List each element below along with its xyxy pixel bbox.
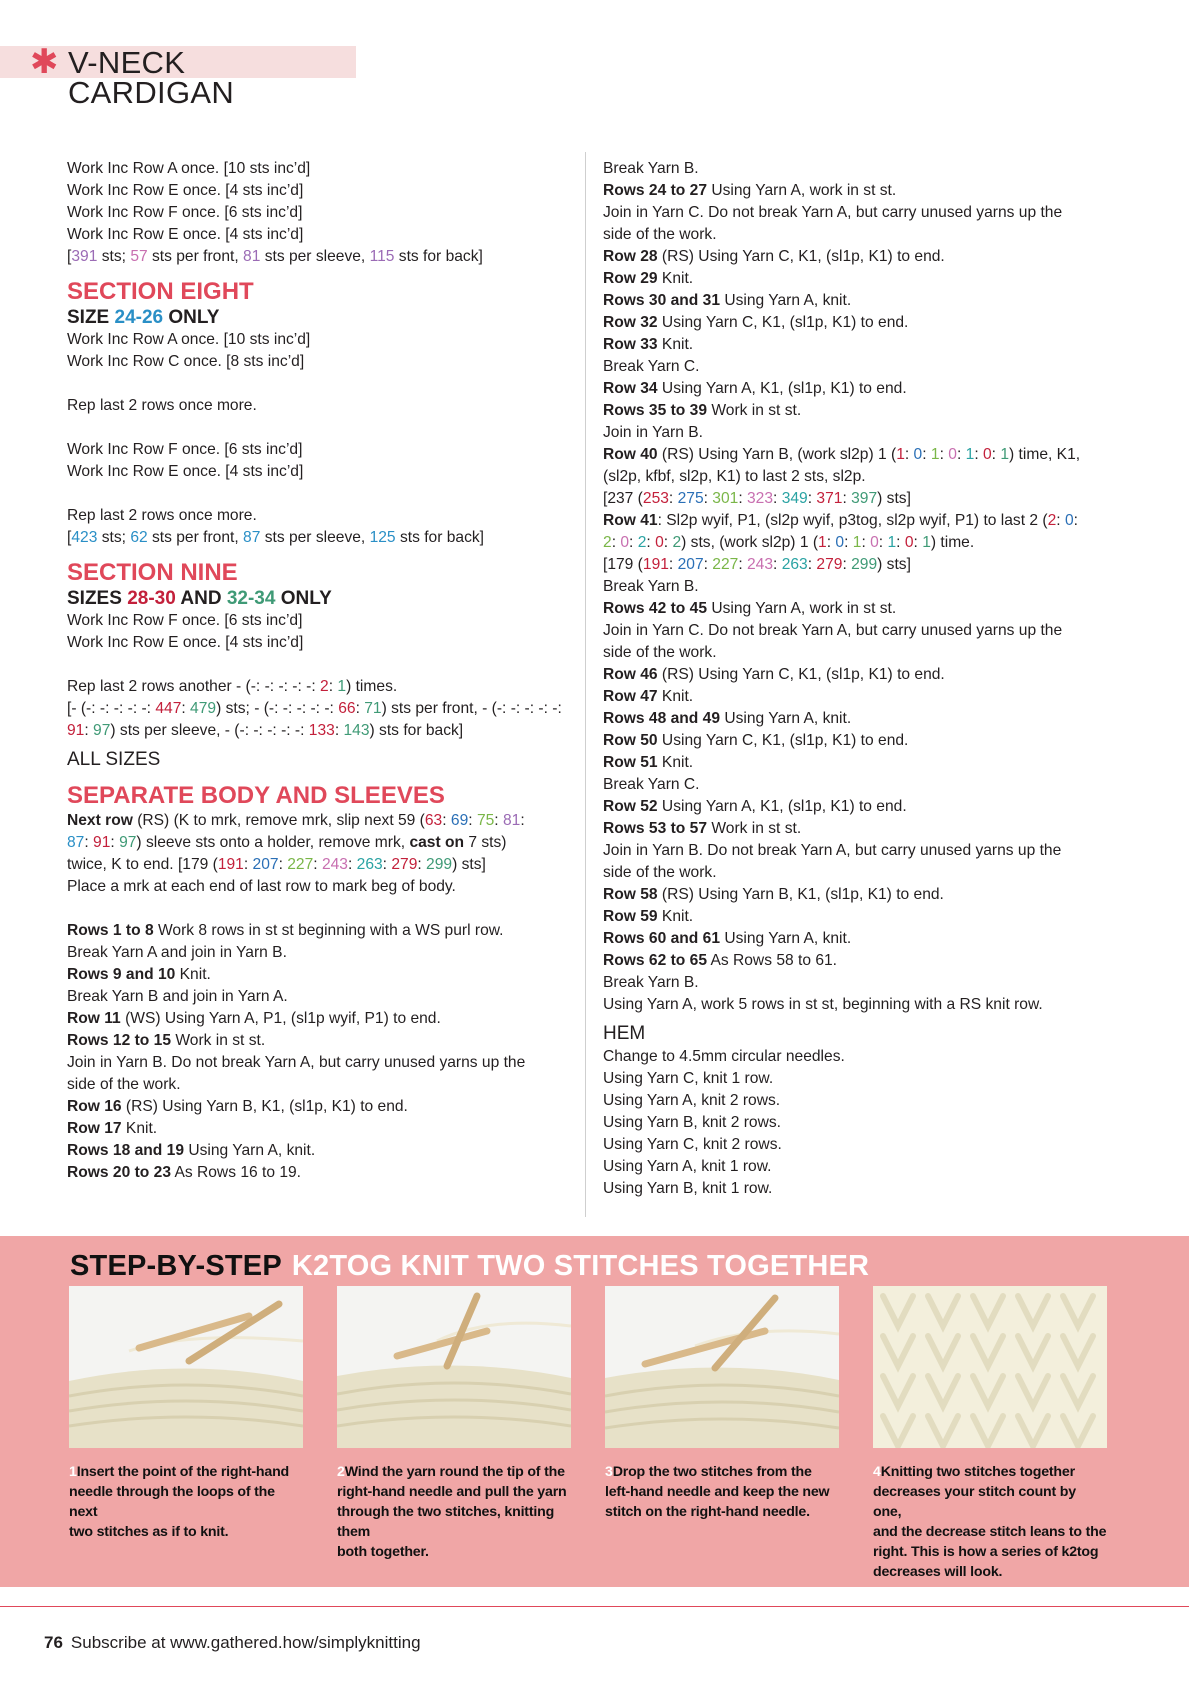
stitch-totals: [- (-: -: -: -: -: 447: 479) sts; - (-: -: -: -: -: 66: 71) sts per front, - (-: -: -: -: -:: [67, 700, 562, 717]
text-line: Join in Yarn C. Do not break Yarn A, but carry unused yarns up the: [603, 622, 1063, 639]
text-line: Row 52 Using Yarn A, K1, (sl1p, K1) to end.: [603, 798, 907, 815]
text-line: Work Inc Row E once. [4 sts inc’d]: [67, 463, 304, 480]
text-line: 2: 0: 2: 0: 2) sts, (work sl2p) 1 (1: 0: 1: 0: 1: 0: 1) time.: [603, 534, 975, 551]
text-line: Rows 35 to 39 Work in st st.: [603, 402, 802, 419]
section-heading: SECTION EIGHT: [67, 278, 254, 305]
step-caption-4: 4Knitting two stitches together decreases your stitch count by one, and the decrease stitch leans to the right. This is how a series of k2tog decreases will look.: [873, 1464, 1107, 1580]
section-heading: SEPARATE BODY AND SLEEVES: [67, 782, 445, 809]
text-line: Rep last 2 rows once more.: [67, 507, 257, 524]
text-line: Change to 4.5mm circular needles.: [603, 1048, 845, 1065]
text-line: Join in Yarn C. Do not break Yarn A, but carry unused yarns up the: [603, 204, 1063, 221]
text-line: Rows 60 and 61 Using Yarn A, knit.: [603, 930, 852, 947]
step-photo-3: [605, 1286, 839, 1448]
text-line: Rows 30 and 31 Using Yarn A, knit.: [603, 292, 852, 309]
text-line: Rep last 2 rows once more.: [67, 397, 257, 414]
stitch-totals: [179 (191: 207: 227: 243: 263: 279: 299) sts]: [603, 556, 911, 573]
text-line: Place a mrk at each end of last row to mark beg of body.: [67, 878, 456, 895]
text-line: side of the work.: [603, 864, 717, 881]
left-column: [67, 158, 577, 1184]
step-caption-2: 2Wind the yarn round the tip of the right-hand needle and pull the yarn through the two stitches, knitting them both together.: [337, 1464, 567, 1560]
stitch-totals: [391 sts; 57 sts per front, 81 sts per sleeve, 115 sts for back]: [67, 248, 483, 265]
column-divider: [585, 152, 586, 1217]
text-line: side of the work.: [67, 1076, 181, 1093]
page-number: 76: [44, 1633, 63, 1652]
text-line: Using Yarn A, work 5 rows in st st, beginning with a RS knit row.: [603, 996, 1043, 1013]
text-line: Join in Yarn B. Do not break Yarn A, but carry unused yarns up the: [603, 842, 1062, 859]
text-line: Work Inc Row F once. [6 sts inc’d]: [67, 441, 303, 458]
text-line: Break Yarn B and join in Yarn A.: [67, 988, 288, 1005]
text-line: Work Inc Row A once. [10 sts inc’d]: [67, 331, 311, 348]
text-line: Using Yarn A, knit 1 row.: [603, 1158, 772, 1175]
text-line: Row 17 Knit.: [67, 1120, 158, 1137]
step-caption-3: 3Drop the two stitches from the left-hand needle and keep the new stitch on the right-hand needle.: [605, 1464, 830, 1520]
text-line: Row 34 Using Yarn A, K1, (sl1p, K1) to end.: [603, 380, 907, 397]
text-line: Row 16 (RS) Using Yarn B, K1, (sl1p, K1) to end.: [67, 1098, 408, 1115]
text-line: (sl2p, kfbf, sl2p, K1) to last 2 sts, sl2p.: [603, 468, 866, 485]
text-line: twice, K to end. [179 (191: 207: 227: 243: 263: 279: 299) sts]: [67, 856, 486, 873]
text-line: Break Yarn C.: [603, 358, 700, 375]
text-line: side of the work.: [603, 644, 717, 661]
text-line: Next row (RS) (K to mrk, remove mrk, slip next 59 (63: 69: 75: 81:: [67, 812, 525, 829]
text-line: Work Inc Row E once. [4 sts inc’d]: [67, 634, 304, 651]
footer-rule: [0, 1606, 1189, 1607]
text-line: Row 58 (RS) Using Yarn B, K1, (sl1p, K1) to end.: [603, 886, 944, 903]
text-line: Work Inc Row E once. [4 sts inc’d]: [67, 182, 304, 199]
text-line: Rows 24 to 27 Using Yarn A, work in st st.: [603, 182, 897, 199]
hem-heading: HEM: [603, 1023, 646, 1044]
text-line: Row 51 Knit.: [603, 754, 694, 771]
text-line: Row 32 Using Yarn C, K1, (sl1p, K1) to end.: [603, 314, 909, 331]
section-heading: SECTION NINE: [67, 559, 238, 586]
text-line: Row 28 (RS) Using Yarn C, K1, (sl1p, K1) to end.: [603, 248, 945, 265]
text-line: Row 29 Knit.: [603, 270, 694, 287]
step-by-step-panel: [0, 1236, 1189, 1587]
text-line: Using Yarn C, knit 2 rows.: [603, 1136, 782, 1153]
page-title: V-NECK CARDIGAN: [68, 45, 235, 110]
text-line: Row 50 Using Yarn C, K1, (sl1p, K1) to end.: [603, 732, 909, 749]
text-line: Join in Yarn B. Do not break Yarn A, but carry unused yarns up the: [67, 1054, 526, 1071]
text-line: Row 33 Knit.: [603, 336, 694, 353]
step-by-step-heading: STEP-BY-STEP K2TOG KNIT TWO STITCHES TOGETHER: [70, 1250, 870, 1282]
text-line: Break Yarn B.: [603, 578, 699, 595]
text-line: Rows 18 and 19 Using Yarn A, knit.: [67, 1142, 316, 1159]
text-line: Rows 53 to 57 Work in st st.: [603, 820, 802, 837]
text-line: 87: 91: 97) sleeve sts onto a holder, remove mrk, cast on 7 sts): [67, 834, 507, 851]
text-line: Break Yarn C.: [603, 776, 700, 793]
text-line: Work Inc Row A once. [10 sts inc’d]: [67, 160, 311, 177]
text-line: Row 40 (RS) Using Yarn B, (work sl2p) 1 (1: 0: 1: 0: 1: 0: 1) time, K1,: [603, 446, 1081, 463]
text-line: Row 41: Sl2p wyif, P1, (sl2p wyif, p3tog, sl2p wyif, P1) to last 2 (2: 0:: [603, 512, 1078, 529]
subscribe-link[interactable]: Subscribe at www.gathered.how/simplyknitting: [70, 1633, 421, 1652]
all-sizes-heading: ALL SIZES: [67, 749, 161, 770]
text-line: Work Inc Row C once. [8 sts inc’d]: [67, 353, 305, 370]
text-line: Rows 42 to 45 Using Yarn A, work in st st.: [603, 600, 897, 617]
text-line: Using Yarn A, knit 2 rows.: [603, 1092, 781, 1109]
text-line: Rows 12 to 15 Work in st st.: [67, 1032, 266, 1049]
text-line: Row 47 Knit.: [603, 688, 694, 705]
text-line: Rows 48 and 49 Using Yarn A, knit.: [603, 710, 852, 727]
section-subheading: SIZES 28-30 AND 32-34 ONLY: [67, 588, 332, 609]
text-line: Row 11 (WS) Using Yarn A, P1, (sl1p wyif, P1) to end.: [67, 1010, 441, 1027]
text-line: Break Yarn B.: [603, 974, 699, 991]
step-caption-1: 1Insert the point of the right-hand needle through the loops of the next two stitches as if to knit.: [69, 1464, 289, 1540]
text-line: Rows 20 to 23 As Rows 16 to 19.: [67, 1164, 302, 1181]
text-line: Using Yarn B, knit 2 rows.: [603, 1114, 781, 1131]
step-photo-2: [337, 1286, 571, 1448]
step-photo-4: [873, 1286, 1107, 1448]
section-subheading: SIZE 24-26 ONLY: [67, 307, 220, 328]
asterisk-icon: ✱: [30, 42, 59, 82]
text-line: Rows 9 and 10 Knit.: [67, 966, 211, 983]
text-line: Join in Yarn B.: [603, 424, 703, 441]
text-line: Rows 62 to 65 As Rows 58 to 61.: [603, 952, 838, 969]
text-line: Rows 1 to 8 Work 8 rows in st st beginning with a WS purl row.: [67, 922, 504, 939]
page-footer: [44, 1633, 421, 1653]
step-photo-1: [69, 1286, 303, 1448]
text-line: Using Yarn C, knit 1 row.: [603, 1070, 774, 1087]
text-line: Using Yarn B, knit 1 row.: [603, 1180, 773, 1197]
text-line: Rep last 2 rows another - (-: -: -: -: -: 2: 1) times.: [67, 678, 398, 695]
text-line: Row 46 (RS) Using Yarn C, K1, (sl1p, K1) to end.: [603, 666, 945, 683]
stitch-totals: 91: 97) sts per sleeve, - (-: -: -: -: -: 133: 143) sts for back]: [67, 722, 464, 739]
text-line: side of the work.: [603, 226, 717, 243]
stitch-totals: [423 sts; 62 sts per front, 87 sts per sleeve, 125 sts for back]: [67, 529, 485, 546]
right-column: [603, 158, 1123, 1200]
page-header: [0, 42, 356, 110]
text-line: Row 59 Knit.: [603, 908, 694, 925]
text-line: Work Inc Row F once. [6 sts inc’d]: [67, 612, 303, 629]
text-line: Work Inc Row E once. [4 sts inc’d]: [67, 226, 304, 243]
text-line: Work Inc Row F once. [6 sts inc’d]: [67, 204, 303, 221]
text-line: Break Yarn A and join in Yarn B.: [67, 944, 287, 961]
stitch-totals: [237 (253: 275: 301: 323: 349: 371: 397) sts]: [603, 490, 911, 507]
text-line: Break Yarn B.: [603, 160, 699, 177]
